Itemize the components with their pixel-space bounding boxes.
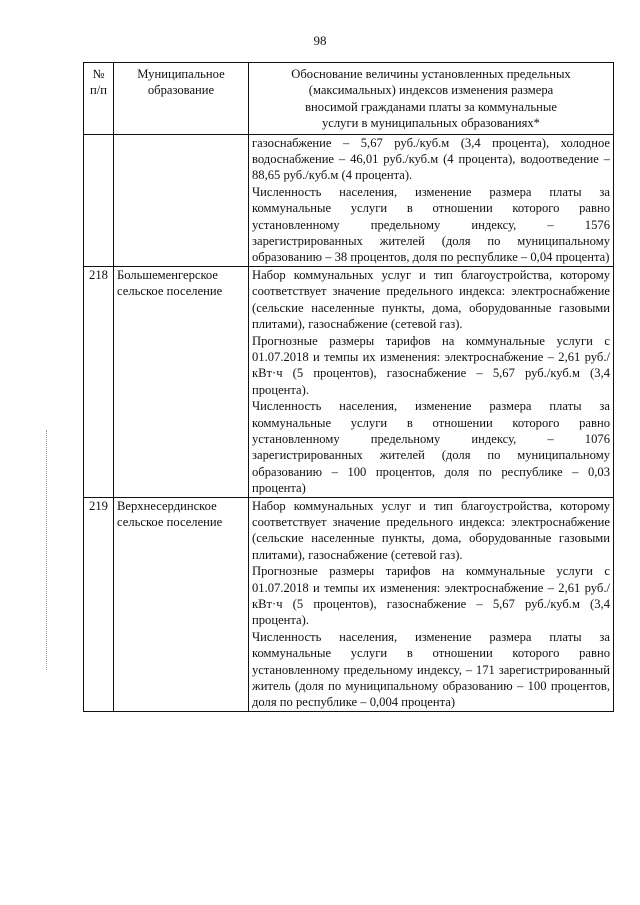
row-basis bbox=[249, 134, 614, 266]
header-muni-line: образование bbox=[147, 83, 215, 98]
page-number: 98 bbox=[313, 33, 327, 48]
municipality-line: Верхнесердинское bbox=[117, 498, 217, 513]
header-num-line: п/п bbox=[90, 83, 107, 98]
row-basis bbox=[249, 266, 614, 497]
header-num bbox=[84, 63, 114, 135]
header-basis-line: услуги в муниципальных образованиях* bbox=[322, 116, 540, 131]
header-municipality bbox=[114, 63, 249, 135]
header-basis bbox=[249, 63, 614, 135]
basis-paragraph: Численность населения, изменение размера платы за коммунальные услуги в отношении которого равно установленному предельному индексу, – 1576 зарегистрированных жителей (доля по муниципальному образованию – 38 процентов, доля по республике – 0,04 процента) bbox=[252, 184, 610, 265]
table-row bbox=[84, 497, 614, 711]
row-number bbox=[84, 134, 114, 266]
basis-paragraph: газоснабжение – 5,67 руб./куб.м (3,4 процента), холодное водоснабжение – 46,01 руб./куб.м (4 процента), водоотведение – 88,65 руб./куб.м (4 процента). bbox=[252, 135, 610, 183]
basis-paragraph: Численность населения, изменение размера платы за коммунальные услуги в отношении которого равно установленному предельному индексу, – 1076 зарегистрированных жителей (доля по муниципальному образованию – 100 процентов, доля по республике – 0,03 процента) bbox=[252, 399, 610, 496]
municipality-line: сельское поселение bbox=[117, 514, 223, 529]
table-row bbox=[84, 134, 614, 266]
basis-paragraph: Численность населения, изменение размера платы за коммунальные услуги в отношении которого равно установленному предельному индексу, – 171 зарегистрированный житель (доля по муниципальному образованию – 100 процентов, доля по республике – 0,004 процента) bbox=[252, 629, 610, 710]
header-muni-line: Муниципальное bbox=[137, 67, 225, 81]
table-row bbox=[84, 266, 614, 497]
row-municipality bbox=[114, 134, 249, 266]
municipality-line: сельское поселение bbox=[117, 284, 223, 299]
tariff-table bbox=[83, 62, 614, 712]
row-number: 219 bbox=[84, 497, 114, 711]
row-basis bbox=[249, 497, 614, 711]
table-header-row bbox=[84, 63, 614, 135]
header-basis-line: (максимальных) индексов изменения размера bbox=[308, 83, 554, 98]
municipality-line: Большеменгерское bbox=[117, 267, 218, 282]
basis-paragraph: Набор коммунальных услуг и тип благоустройства, которому соответствует значение предельного индекса: электроснабжение (сельские населенные пункты, дома, оборудованные газовыми плитами), газоснабжение (сетевой газ). bbox=[252, 267, 610, 332]
header-basis-line: Обоснование величины установленных предельных bbox=[291, 67, 571, 81]
row-municipality bbox=[114, 266, 249, 497]
basis-paragraph: Набор коммунальных услуг и тип благоустройства, которому соответствует значение предельного индекса: электроснабжение (сельские населенные пункты, дома, оборудованные газовыми плитами), газоснабжение (сетевой газ). bbox=[252, 498, 610, 562]
row-number: 218 bbox=[84, 266, 114, 497]
row-municipality bbox=[114, 497, 249, 711]
header-basis-line: вносимой гражданами платы за коммунальные bbox=[305, 99, 557, 114]
margin-mark bbox=[46, 430, 48, 670]
header-num-line: № bbox=[92, 67, 105, 81]
basis-paragraph: Прогнозные размеры тарифов на коммунальные услуги с 01.07.2018 и темпы их изменения: электроснабжение – 2,61 руб./кВт·ч (5 процентов), газоснабжение – 5,67 руб./куб.м (3,4 процента). bbox=[252, 333, 610, 397]
basis-paragraph: Прогнозные размеры тарифов на коммунальные услуги с 01.07.2018 и темпы их изменения: электроснабжение – 2,61 руб./кВт·ч (5 процентов), газоснабжение – 5,67 руб./куб.м (3,4 процента). bbox=[252, 564, 610, 628]
